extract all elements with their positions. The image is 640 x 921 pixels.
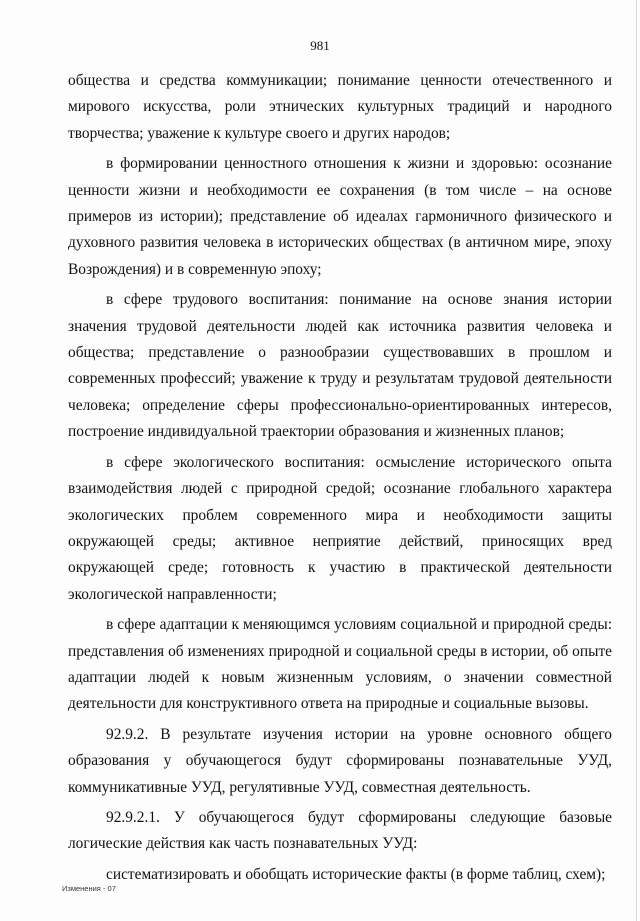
paragraph-section-92-9-2-1: 92.9.2.1. У обучающегося будут сформированы следующие базовые логические действия как часть познавательных УУД: <box>68 808 612 853</box>
page-number: 981 <box>310 38 330 53</box>
paragraph-health-values: в формировании ценностного отношения к жизни и здоровью: осознание ценности жизни и необходимости ее сохранения (в том числе – на основе примеров из истории); представление об идеалах гармоничного физического и духовного развития человека в исторических обществах (в античном мире, эпоху Возрождения) и в современную эпоху; <box>68 155 612 278</box>
paragraph-labor-education: в сфере трудового воспитания: понимание на основе знания истории значения трудовой деятельности людей как источника развития человека и общества; представление о разнообразии существовавших в прошлом и современных профессий; уважение к труду и результатам трудовой деятельности человека; определение сферы профессионально-ориентированных интересов, построение индивидуальной траектории образования и жизненных планов; <box>68 291 612 441</box>
paragraph-systematize-facts: систематизировать и обобщать исторические факты (в форме таблиц, схем); <box>106 865 606 883</box>
scan-edge-line <box>636 0 637 921</box>
paragraph-ecological-education: в сфере экологического воспитания: осмысление исторического опыта взаимодействия людей с природной средой; осознание глобального характера экологических проблем современного мира и необходимости защиты окружающей среды; активное неприятие действий, приносящих вред окружающей среде; готовность к участию в практической деятельности экологической направленности; <box>68 453 612 603</box>
paragraph-adaptation: в сфере адаптации к меняющимся условиям социальной и природной среды: представления об изменениях природной и социальной среды в истории, об опыте адаптации людей к новым жизненным условиям, о значении совместной деятельности для конструктивного ответа на природные и социальные вызовы. <box>68 616 612 713</box>
footer-revision-note: Изменения - 07 <box>62 884 116 893</box>
paragraph-section-92-9-2: 92.9.2. В результате изучения истории на уровне основного общего образования у обучающегося будут сформированы познавательные УУД, коммуникативные УУД, регулятивные УУД, совместная деятельность. <box>68 725 612 796</box>
paragraph-culture: общества и средства коммуникации; понимание ценности отечественного и мирового искусства, роли этнических культурных традиций и народного творчества; уважение к культуре своего и других народов; <box>68 72 612 142</box>
document-body <box>68 68 612 892</box>
